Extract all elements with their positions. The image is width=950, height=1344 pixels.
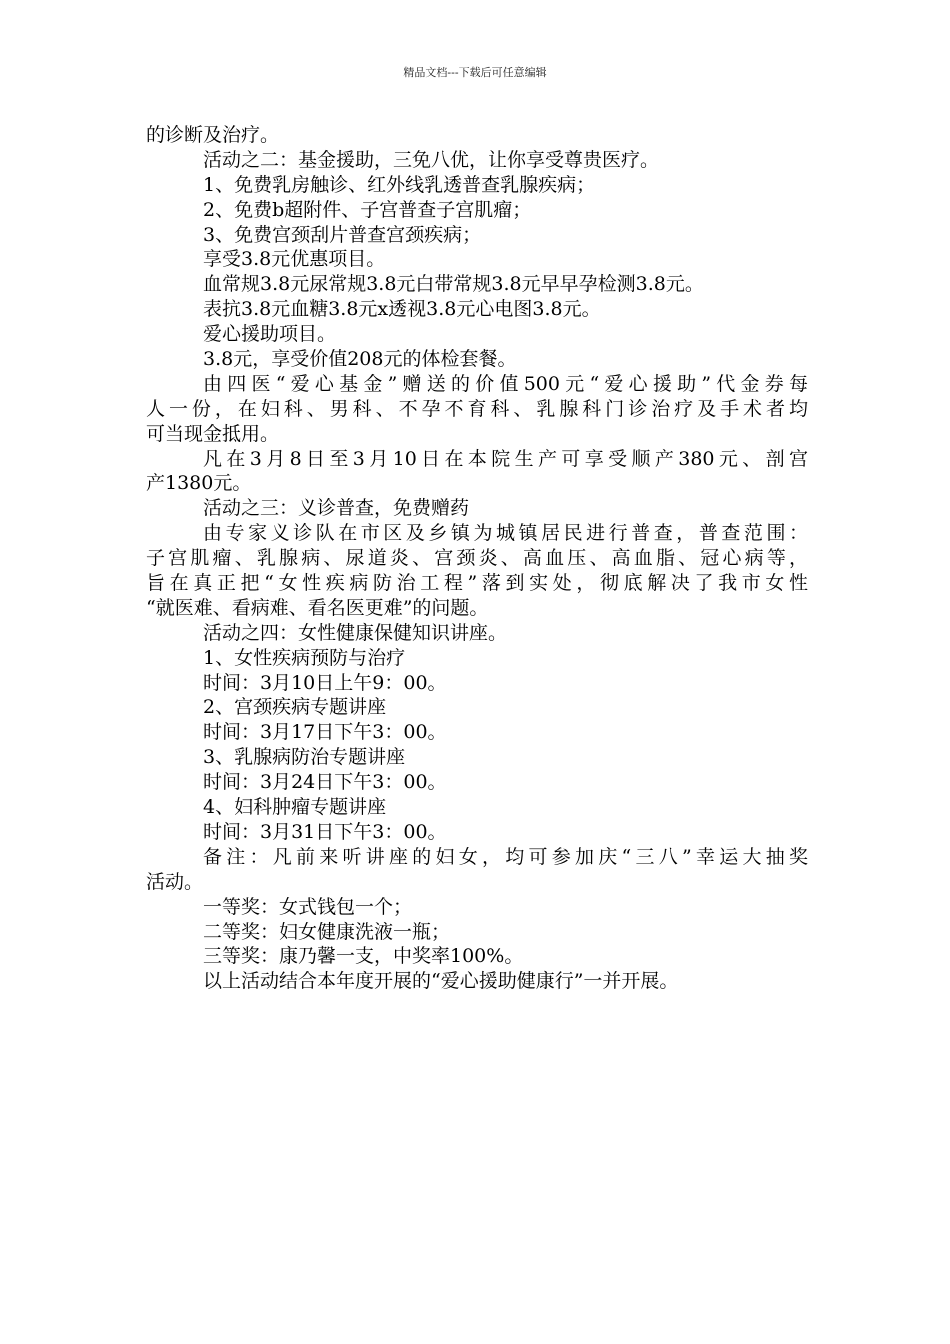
- text-line: 4、妇科肿瘤专题讲座: [203, 796, 387, 819]
- document-body: [146, 123, 808, 994]
- text-line: 人一份，在妇科、男科、不孕不育科、乳腺科门诊治疗及手术者均: [146, 397, 808, 420]
- text-line: 以上活动结合本年度开展的“爱心援助健康行”一并开展。: [203, 970, 679, 993]
- text-line: 时间：3月10日上午9：00。: [203, 671, 447, 694]
- text-line: 可当现金抵用。: [146, 422, 280, 445]
- text-line: 活动之三：义诊普查，免费赠药: [203, 497, 470, 520]
- text-line: 1、女性疾病预防与治疗: [203, 646, 406, 669]
- text-line: 时间：3月31日下午3：00。: [203, 820, 447, 843]
- text-line: 一等奖：女式钱包一个；: [203, 895, 413, 918]
- text-line: 产1380元。: [146, 472, 252, 495]
- text-line: 3、乳腺病防治专题讲座: [203, 746, 406, 769]
- text-line: 2、免费b超附件、子宫普查子宫肌瘤；: [203, 198, 532, 221]
- text-line: 二等奖：妇女健康洗液一瓶；: [203, 920, 451, 943]
- text-line: 由专家义诊队在市区及乡镇为城镇居民进行普查，普查范围：: [203, 522, 808, 545]
- text-line: 2、宫颈疾病专题讲座: [203, 696, 387, 719]
- text-line: 享受3.8元优惠项目。: [203, 248, 386, 271]
- page-header: 精品文档---下载后可任意编辑: [403, 66, 547, 79]
- text-line: 血常规3.8元尿常规3.8元白带常规3.8元早早孕检测3.8元。: [203, 273, 704, 296]
- text-line: 备注：凡前来听讲座的妇女，均可参加庆“三八”幸运大抽奖: [203, 845, 808, 868]
- text-line: 活动。: [146, 870, 204, 893]
- text-line: “就医难、看病难、看名医更难”的问题。: [146, 596, 489, 619]
- text-line: 旨在真正把“女性疾病防治工程”落到实处，彻底解决了我市女性: [146, 572, 808, 595]
- text-line: 活动之四：女性健康保健知识讲座。: [203, 621, 508, 644]
- text-line: 凡在3月8日至3月10日在本院生产可享受顺产380元、剖宫: [203, 447, 808, 470]
- text-line: 3.8元，享受价值208元的体检套餐。: [203, 348, 517, 371]
- text-line: 表抗3.8元血糖3.8元x透视3.8元心电图3.8元。: [203, 298, 601, 321]
- text-line: 活动之二：基金援助，三免八优，让你享受尊贵医疗。: [203, 148, 660, 171]
- text-line: 时间：3月17日下午3：00。: [203, 721, 447, 744]
- text-line: 的诊断及治疗。: [146, 124, 280, 146]
- text-line: 子宫肌瘤、乳腺病、尿道炎、宫颈炎、高血压、高血脂、冠心病等，: [146, 547, 808, 570]
- text-line: 爱心援助项目。: [203, 323, 337, 346]
- text-line: 3、免费宫颈刮片普查宫颈疾病；: [203, 223, 482, 246]
- text-line: 时间：3月24日下午3：00。: [203, 771, 447, 794]
- text-line: 1、免费乳房触诊、红外线乳透普查乳腺疾病；: [203, 173, 596, 196]
- text-line: 三等奖：康乃馨一支，中奖率100%。: [203, 945, 524, 968]
- text-line: 由四医“爱心基金”赠送的价值500元“爱心援助”代金券每: [203, 372, 808, 395]
